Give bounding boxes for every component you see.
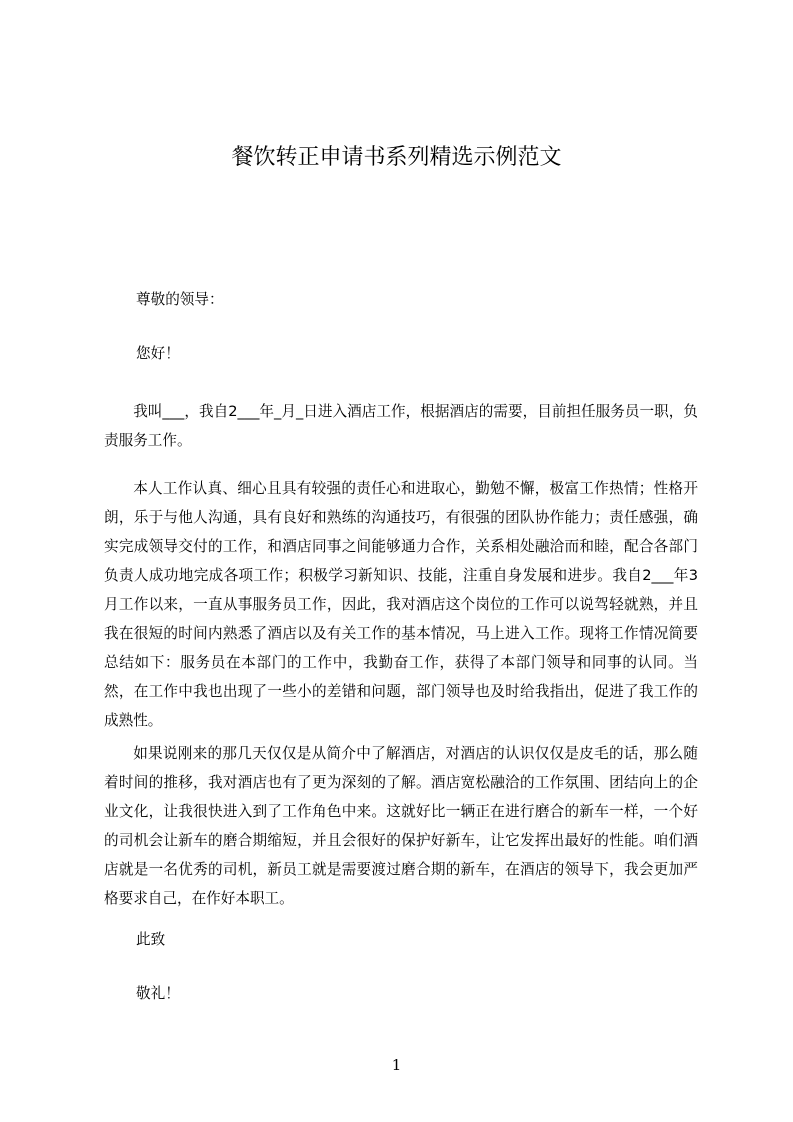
- greeting: 您好！: [136, 345, 180, 362]
- closing: 此致: [136, 931, 166, 948]
- paragraph-intro: 我叫___，我自2___年_月_日进入酒店工作，根据酒店的需要，目前担任服务员一职，负责服务工作。: [104, 403, 698, 449]
- page-title: 餐饮转正申请书系列精选示例范文: [231, 145, 562, 170]
- paragraph-reflection: 如果说刚来的那几天仅仅是从简介中了解酒店，对酒店的认识仅仅是皮毛的话，那么随着时间的推移，我对酒店也有了更为深刻的了解。酒店宽松融洽的工作氛围、团结向上的企业文化，让我很快进入到了工作角色中来。这就好比一辆正在进行磨合的新车一样，一个好的司机会让新车的磨合期缩短，并且会很好的保护好新车，让它发挥出最好的性能。咱们酒店就是一名优秀的司机，新员工就是需要渡过磨合期的新车，在酒店的领导下，我会更加严格要求自己，在作好本职工。: [104, 745, 698, 907]
- paragraph-work-summary: 本人工作认真、细心且具有较强的责任心和进取心，勤勉不懈，极富工作热情；性格开朗，乐于与他人沟通，具有良好和熟练的沟通技巧，有很强的团队协作能力；责任感强，确实完成领导交付的工作，和酒店同事之间能够通力合作，关系相处融洽而和睦，配合各部门负责人成功地完成各项工作；积极学习新知识、技能，注重自身发展和进步。我自2___年3月工作以来，一直从事服务员工作，因此，我对酒店这个岗位的工作可以说驾轻就熟，并且我在很短的时间内熟悉了酒店以及有关工作的基本情况，马上进入工作。现将工作情况简要总结如下：服务员在本部门的工作中，我勤奋工作，获得了本部门领导和同事的认同。当然，在工作中我也出现了一些小的差错和问题，部门领导也及时给我指出，促进了我工作的成熟性。: [104, 480, 698, 729]
- page-number: 1: [391, 1056, 402, 1074]
- salutation: 尊敬的领导：: [136, 291, 224, 308]
- regards: 敬礼！: [136, 985, 180, 1002]
